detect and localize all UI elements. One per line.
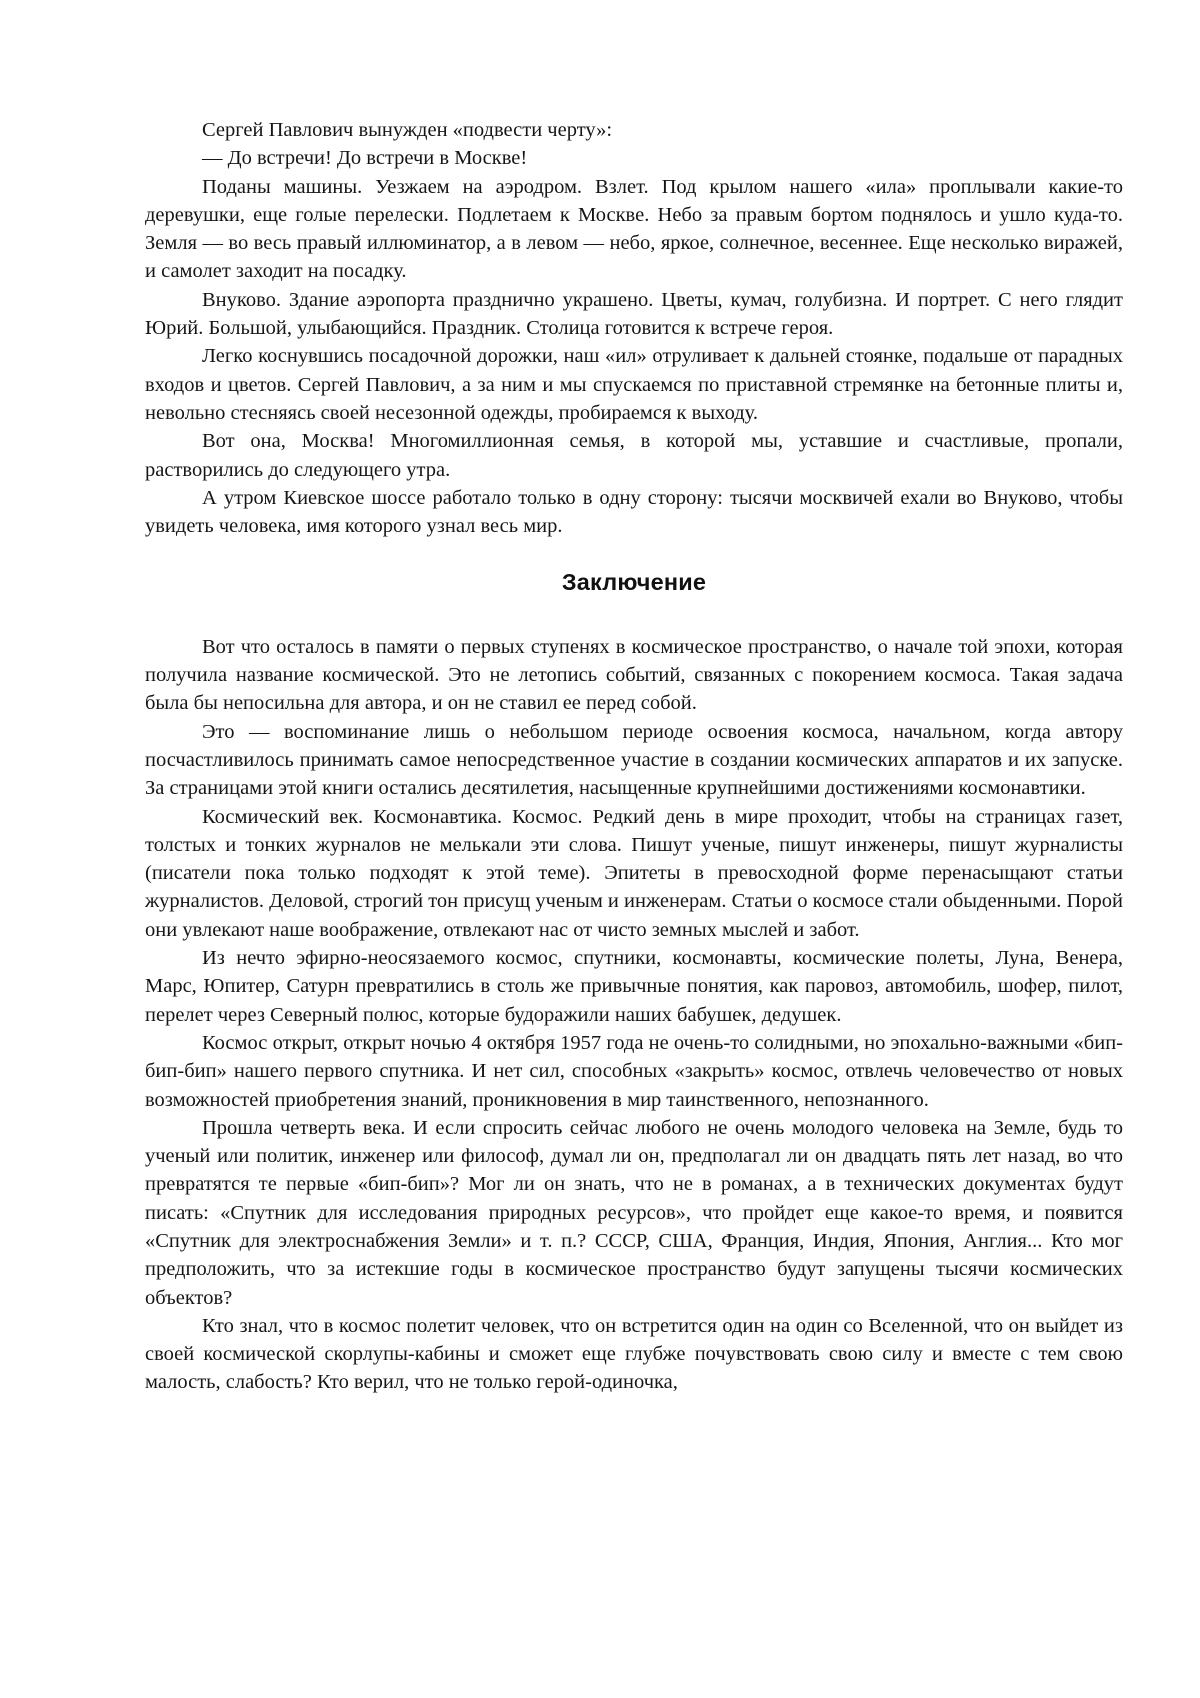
paragraph: Это — воспоминание лишь о небольшом периоде освоения космоса, начальном, когда автору посчастливилось принимать самое непосредственное участие в создании космических аппаратов и их запуске. За страницами этой книги остались десятилетия, насыщенные крупнейшими достижениями космонавтики. xyxy=(145,720,1123,800)
paragraph: Космос открыт, открыт ночью 4 октября 1957 года не очень-то солидными, но эпохально-важными «бип-бип-бип» нашего первого спутника. И нет сил, способных «закрыть» космос, отвлечь человечество от новых возможностей приобретения знаний, проникновения в мир таинственного, непознанного. xyxy=(145,1031,1123,1111)
paragraph: А утром Киевское шоссе работало только в одну сторону: тысячи москвичей ехали во Внуково, чтобы увидеть человека, имя которого узнал весь мир. xyxy=(145,486,1123,538)
paragraph: Внуково. Здание аэропорта празднично украшено. Цветы, кумач, голубизна. И портрет. С него глядит Юрий. Большой, улыбающийся. Праздник. Столица готовится к встрече героя. xyxy=(145,288,1123,340)
page-body xyxy=(145,116,1123,1397)
paragraph: Из нечто эфирно-неосязаемого космос, спутники, космонавты, космические полеты, Луна, Венера, Марс, Юпитер, Сатурн превратились в столь же привычные понятия, как паровоз, автомобиль, шофер, пилот, перелет через Северный полюс, которые будоражили наших бабушек, дедушек. xyxy=(145,947,1123,1026)
paragraph: Космический век. Космонавтика. Космос. Редкий день в мире проходит, чтобы на страницах газет, толстых и тонких журналов не мелькали эти слова. Пишут ученые, пишут инженеры, пишут журналисты (писатели пока только подходят к этой теме). Эпитеты в превосходной форме перенасыщают статьи журналистов. Деловой, строгий тон присущ ученым и инженерам. Статьи о космосе стали обыденными. Порой они увлекают наше воображение, отвлекают нас от чисто земных мыслей и забот. xyxy=(145,805,1123,941)
paragraph: Вот она, Москва! Многомиллионная семья, в которой мы, уставшие и счастливые, пропали, растворились до следующего утра. xyxy=(145,430,1123,481)
paragraph: Поданы машины. Уезжаем на аэродром. Взлет. Под крылом нашего «ила» проплывали какие-то деревушки, еще голые перелески. Подлетаем к Москве. Небо за правым бортом поднялось и ушло куда-то. Земля — во весь правый иллюминатор, а в левом — небо, яркое, солнечное, весеннее. Еще несколько виражей, и самолет заходит на посадку. xyxy=(145,175,1123,283)
paragraph: Легко коснувшись посадочной дорожки, наш «ил» отруливает к дальней стоянке, подальше от парадных входов и цветов. Сергей Павлович, а за ним и мы спускаемся по приставной стремянке на бетонные плиты и, невольно стесняясь своей несезонной одежды, пробираемся к выходу. xyxy=(145,345,1123,424)
paragraph: Сергей Павлович вынужден «подвести черту»: xyxy=(202,119,613,141)
chapter-heading: Заключение xyxy=(561,569,707,596)
paragraph: Кто знал, что в космос полетит человек, что он встретится один на один со Вселенной, что он выйдет из своей космической скорлупы-кабины и сможет еще глубже почувствовать свою силу и вместе с тем свою малость, слабость? Кто верил, что не только герой-одиночка, xyxy=(145,1314,1123,1394)
paragraph: Прошла четверть века. И если спросить сейчас любого не очень молодого человека на Земле, будь то ученый или политик, инженер или философ, думал ли он, предполагал ли он двадцать пять лет назад, во что превратятся те первые «бип-бип»? Мог ли он знать, что не в романах, а в технических документах будут писать: «Спутник для исследования природных ресурсов», что пройдет еще какое-то время, и появится «Спутник для электроснабжения Земли» и т. п.? СССР, США, Франция, Индия, Япония, Англия... Кто мог предположить, что за истекшие годы в космическое пространство будут запущены тысячи космических объектов? xyxy=(145,1116,1123,1309)
paragraph: — До встречи! До встречи в Москве! xyxy=(202,147,528,170)
paragraph: Вот что осталось в памяти о первых ступенях в космическое пространство, о начале той эпохи, которая получила название космической. Это не летопись событий, связанных с покорением космоса. Такая задача была бы непосильна для автора, и он не ставил ее перед собой. xyxy=(145,635,1123,715)
